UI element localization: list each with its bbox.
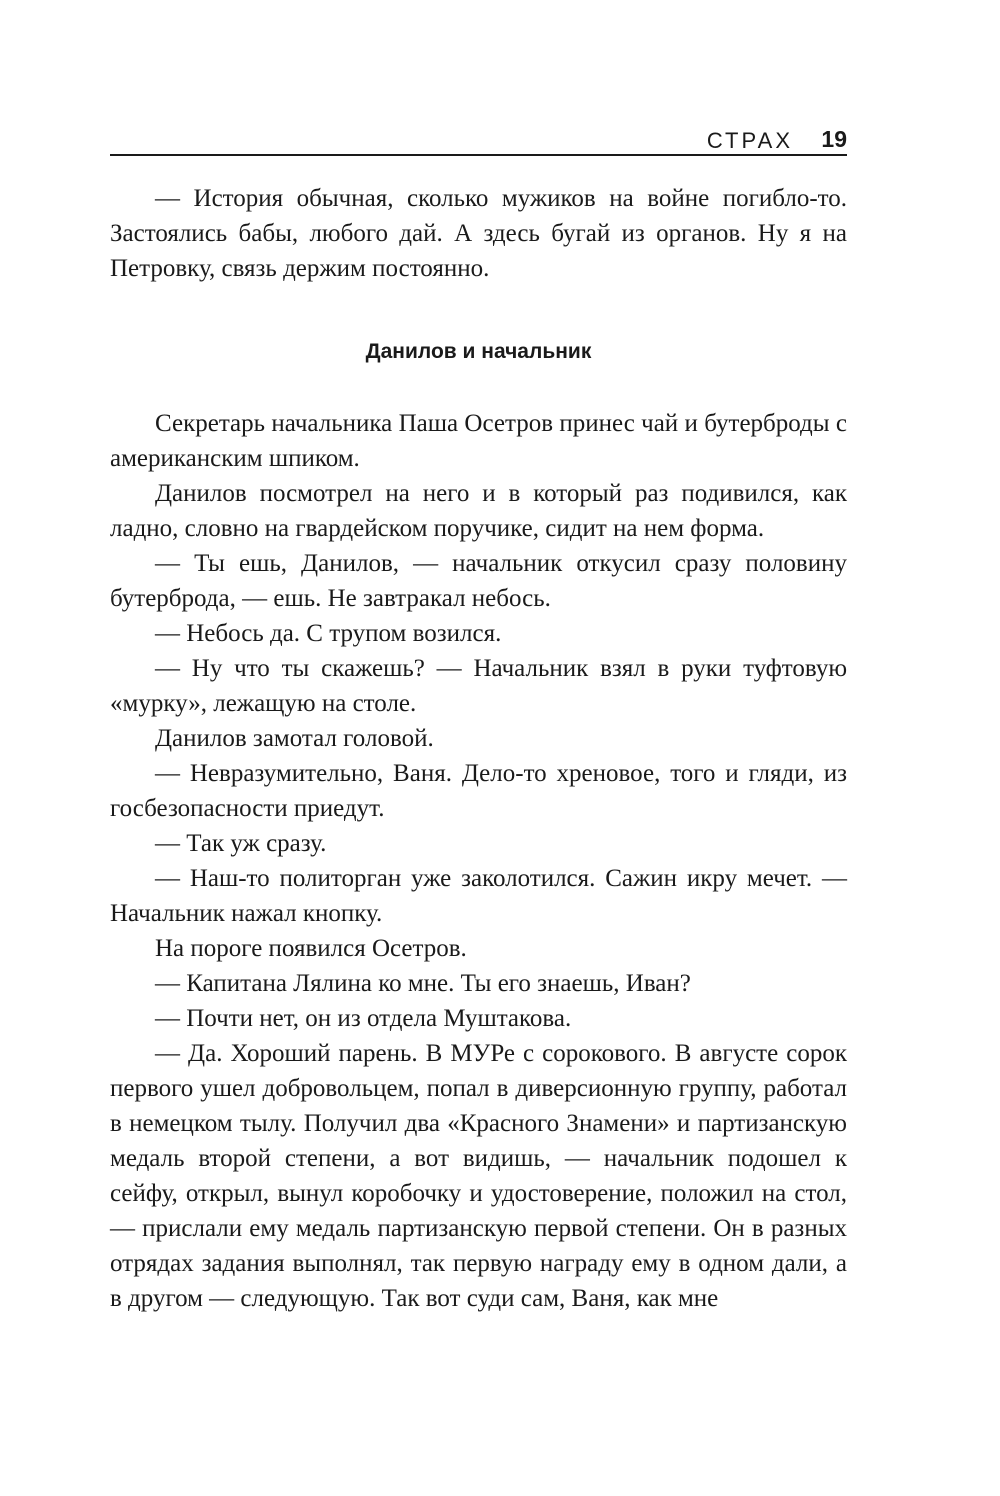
page-number: 19 <box>821 126 847 152</box>
paragraph: — Почти нет, он из отдела Муштакова. <box>155 1005 572 1032</box>
paragraph: На пороге появился Осетров. <box>155 935 467 962</box>
paragraph: Данилов замотал головой. <box>155 725 434 752</box>
paragraph: Секретарь начальника Паша Осетров принес чай и бутерброды с американским шпиком. <box>110 410 847 472</box>
page-header <box>110 122 847 156</box>
paragraph: — Небось да. С трупом возился. <box>155 620 502 647</box>
section-title: Данилов и начальник <box>365 340 592 363</box>
running-title: СТРАХ <box>706 128 793 153</box>
paragraph: — История обычная, сколько мужиков на войне погибло-то. Застоялись бабы, любого дай. А здесь бугай из органов. Ну я на Петровку, связь держим постоянно. <box>110 185 847 282</box>
paragraph: Данилов посмотрел на него и в который раз подивился, как ладно, словно на гвардейском поручике, сидит на нем форма. <box>110 480 847 542</box>
paragraph: — Капитана Лялина ко мне. Ты его знаешь, Иван? <box>155 970 691 997</box>
paragraph: — Да. Хороший парень. В МУРе с сорокового. В августе сорок первого ушел добровольцем, попал в диверсионную группу, работал в немецком тылу. Получил два «Красного Знамени» и партизанскую медаль второй степени, а вот видишь, — начальник подошел к сейфу, открыл, вынул коробочку и удостоверение, положил на стол, — прислали ему медаль партизанскую первой степени. Он в разных отрядах задания выполнял, так первую награду ему в одном дали, а в другом — следующую. Так вот суди сам, Ваня, как мне <box>110 1040 847 1312</box>
paragraph: — Ну что ты скажешь? — Начальник взял в руки туфтовую «мурку», лежащую на столе. <box>110 655 847 717</box>
paragraph: — Так уж сразу. <box>155 830 327 857</box>
body-text <box>110 181 847 1316</box>
paragraph: — Ты ешь, Данилов, — начальник откусил сразу половину бутерброда, — ешь. Не завтракал небось. <box>110 550 847 612</box>
paragraph: — Невразумительно, Ваня. Дело-то хреновое, того и гляди, из госбезопасности приедут. <box>110 760 847 822</box>
paragraph: — Наш-то политорган уже заколотился. Сажин икру мечет. — Начальник нажал кнопку. <box>110 865 847 927</box>
